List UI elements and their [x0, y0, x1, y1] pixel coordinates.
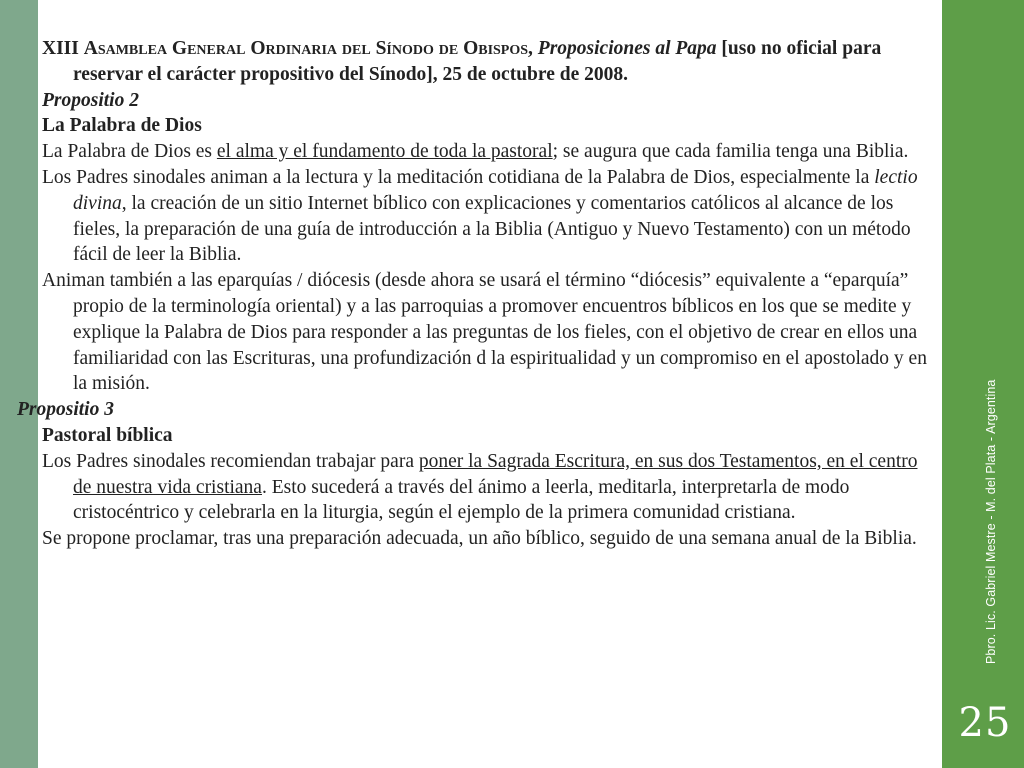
page-number: 25	[958, 700, 1012, 746]
p3-1-after: . Esto sucederá a través del ánimo a leerla, meditarla, interpretarla de modo cristocéntrico y celebrarla en la liturgia, según el ejemplo de la primera comunidad cristiana.	[73, 476, 850, 524]
p2-2-italic: lectio divina	[73, 166, 918, 214]
propositio-2-heading: La Palabra de Dios	[42, 115, 202, 137]
propositio-3-label: Propositio 3	[17, 399, 114, 421]
p2-2-before: Los Padres sinodales animan a la lectura y la meditación cotidiana de la Palabra de Dios, especialmente la	[42, 166, 875, 188]
p3-1-underlined: poner la Sagrada Escritura, en sus dos Testamentos, en el centro de nuestra vida cristiana	[73, 450, 918, 498]
p3-1-before: Los Padres sinodales recomiendan trabajar para	[42, 450, 419, 472]
citation-title: Proposiciones al Papa	[537, 38, 717, 59]
citation-assembly: Asamblea General Ordinaria del Sínodo de Obispos	[83, 38, 529, 59]
propositio-2-label: Propositio 2	[42, 89, 139, 111]
citation-prefix: XIII	[42, 38, 84, 59]
propositio-2-paragraph-2	[42, 165, 932, 268]
right-decorative-bar	[942, 0, 1024, 768]
propositio-2-paragraph-1	[42, 139, 932, 165]
author-footer: Pbro. Lic. Gabriel Mestre - M. del Plata - Argentina	[984, 379, 998, 664]
propositio-3-heading: Pastoral bíblica	[42, 424, 173, 446]
p2-1-before: La Palabra de Dios es	[42, 141, 217, 163]
propositio-2-paragraph-3: Animan también a las eparquías / diócesis (desde ahora se usará el término “diócesis” equivalente a “eparquía” propio de la terminología oriental) y a las parroquias a promover encuentros bíblicos en los que se medite y explique la Palabra de Dios para responder a las preguntas de los fieles, con el objetivo de crear en ellos una familiaridad con las Escrituras, una profundización d la espiritualidad y un compromiso en el apostolado y en la misión.	[42, 270, 927, 395]
citation-rest: [uso no oficial para reservar el carácter propositivo del Sínodo], 25 de octubre de 2008.	[73, 38, 882, 85]
p2-1-underlined: el alma y el fundamento de toda la pastoral	[216, 141, 553, 163]
left-decorative-bar	[0, 0, 38, 768]
citation-comma: ,	[528, 38, 538, 59]
propositio-3-paragraph-2: Se propone proclamar, tras una preparación adecuada, un año bíblico, seguido de una semana anual de la Biblia.	[42, 528, 917, 550]
p2-2-after: , la creación de un sitio Internet bíblico con explicaciones y comentarios católicos al alcance de los fieles, la preparación de una guía de introducción a la Biblia (Antiguo y Nuevo Testamento) con un método fácil de leer la Biblia.	[73, 192, 911, 266]
propositio-3-paragraph-1	[42, 449, 932, 526]
p2-1-after: ; se augura que cada familia tenga una Biblia.	[552, 141, 909, 163]
slide-content	[17, 36, 932, 552]
citation-paragraph	[42, 36, 932, 88]
